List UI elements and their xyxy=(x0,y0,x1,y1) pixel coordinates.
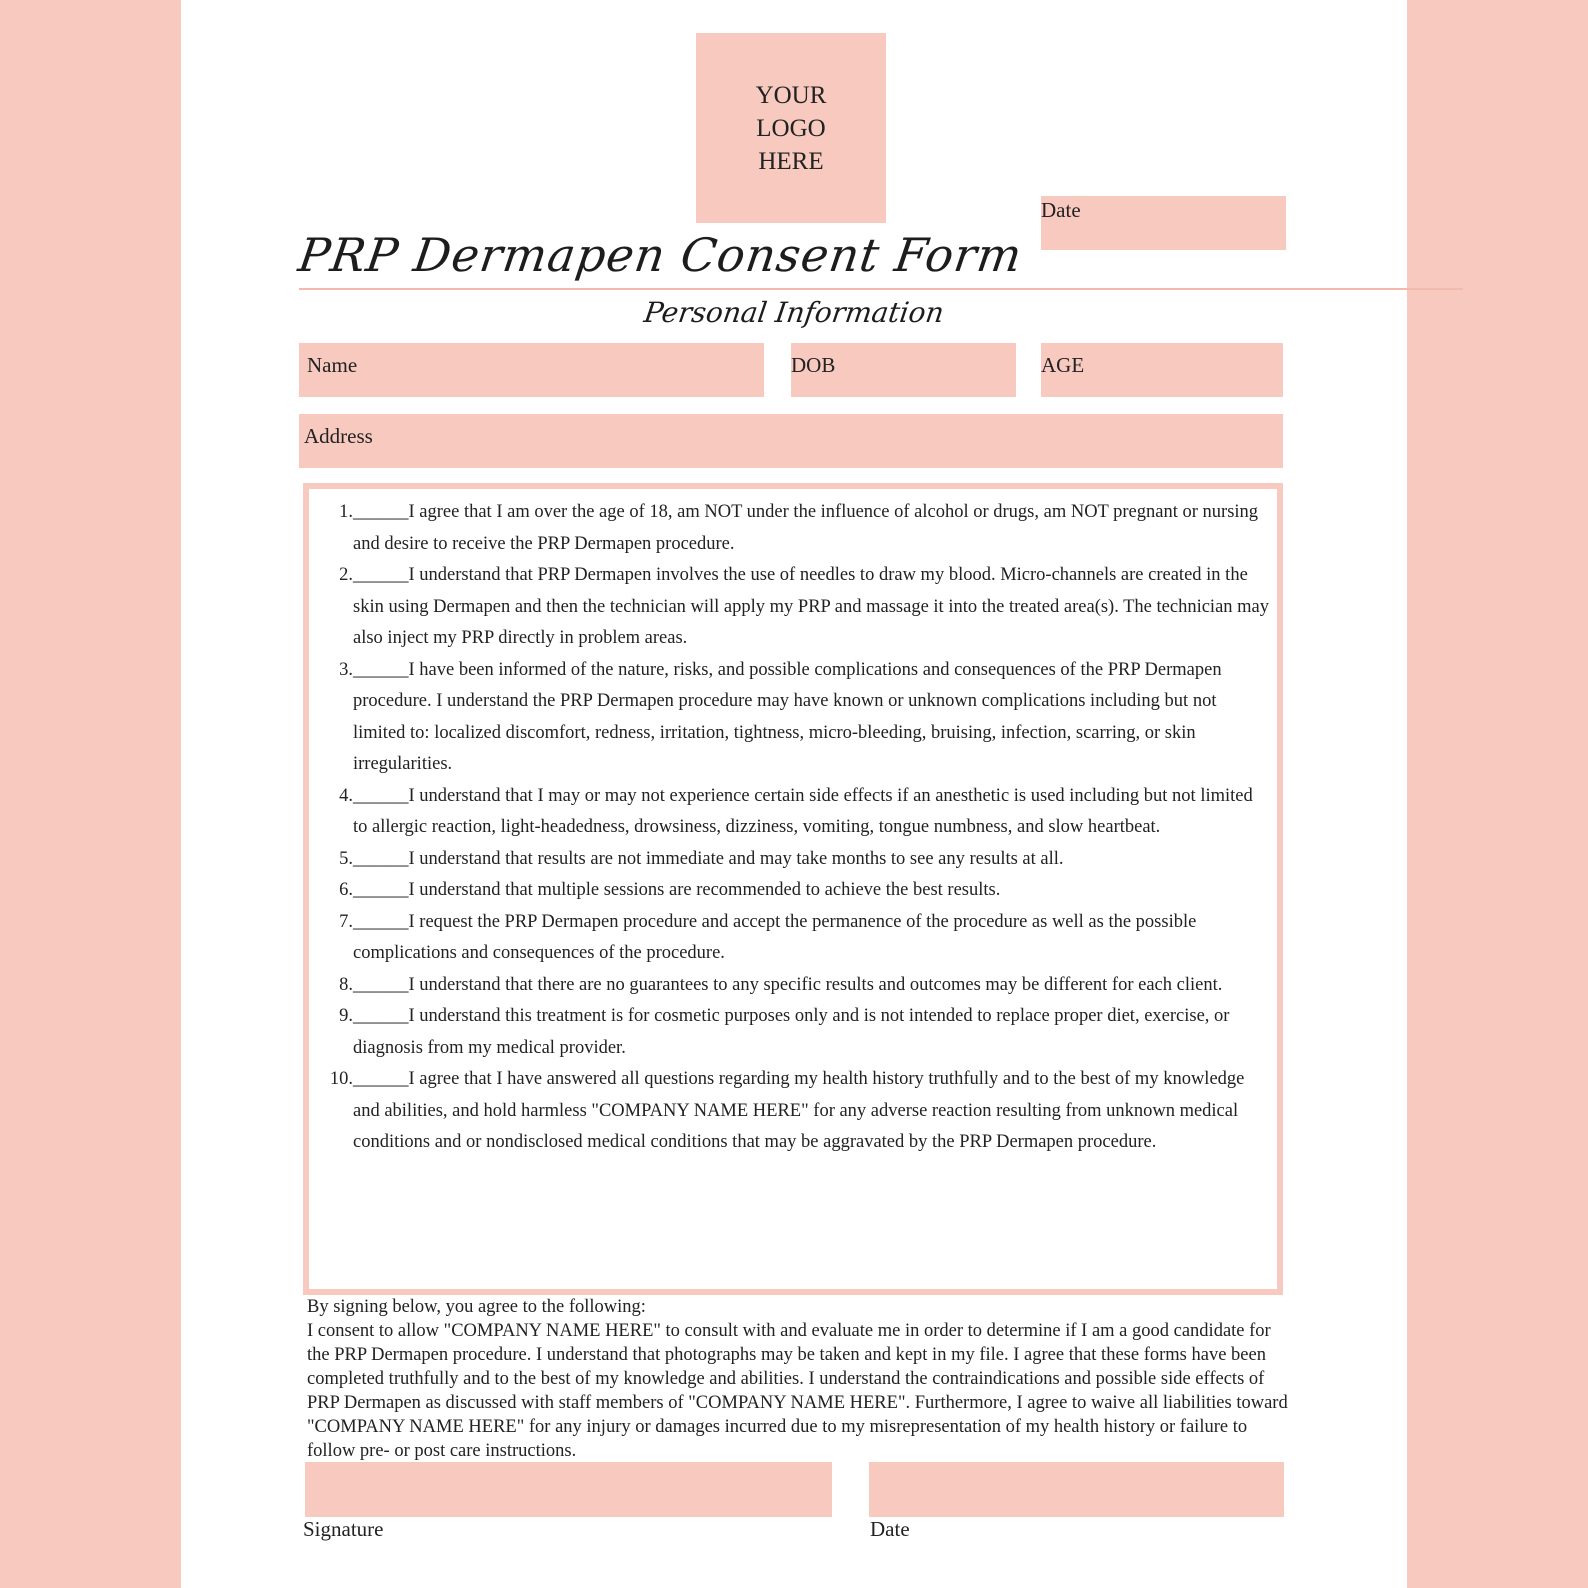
logo-placeholder xyxy=(696,33,886,223)
age-field[interactable] xyxy=(1041,343,1283,397)
term-number: 10. xyxy=(329,1069,353,1089)
section-title-personal-information: Personal Information xyxy=(641,296,947,329)
dob-field[interactable] xyxy=(791,343,1016,397)
date-field[interactable] xyxy=(1041,196,1286,250)
term-number: 5. xyxy=(339,848,353,869)
term-number: 7. xyxy=(339,911,353,932)
address-field[interactable] xyxy=(299,414,1283,468)
term-number: 8. xyxy=(339,974,353,995)
term-text: ______I understand that there are no guarantees to any specific results and outcomes may be different for each client. xyxy=(353,974,1223,995)
consent-body: I consent to allow "COMPANY NAME HERE" to consult with and evaluate me in order to determine if I am a good candidate for the PRP Dermapen procedure. I understand that photographs may be taken and kept in my file. I agree that these forms have been completed truthfully and to the best of my knowledge and abilities. I understand the contraindications and possible side effects of PRP Dermapen as discussed with staff members of "COMPANY NAME HERE". Furthermore, I agree to waive all liabilities toward "COMPANY NAME HERE" for any injury or damages incurred due to my misrepresentation of my health history or failure to follow pre- or post care instructions. xyxy=(307,1321,1288,1461)
term-text: ______I request the PRP Dermapen procedure and accept the permanence of the procedure as well as the possible complications and consequences of the procedure. xyxy=(353,911,1197,963)
term-text: ______I understand that multiple sessions are recommended to achieve the best results. xyxy=(353,880,1001,900)
dob-label: DOB xyxy=(791,353,836,377)
signature-field[interactable] xyxy=(305,1462,832,1517)
term-text: ______I agree that I have answered all questions regarding my health history truthfully and to the best of my knowledge and abilities, and hold harmless "COMPANY NAME HERE" for any adverse reaction resulting from unknown medical conditions and or nondisclosed medical conditions that may be aggravated by the PRP Dermapen procedure. xyxy=(353,1069,1245,1152)
address-label: Address xyxy=(304,424,373,448)
term-item xyxy=(309,560,1277,655)
term-number: 1. xyxy=(339,502,353,522)
term-item xyxy=(309,1001,1277,1064)
logo-line-2: LOGO xyxy=(756,114,826,142)
terms-box xyxy=(303,483,1283,1295)
form-page xyxy=(181,0,1407,1588)
name-label: Name xyxy=(307,353,358,377)
term-item xyxy=(309,907,1277,970)
date-label: Date xyxy=(1041,198,1081,222)
term-number: 2. xyxy=(339,565,353,585)
term-item xyxy=(309,781,1277,844)
term-number: 3. xyxy=(339,659,353,680)
term-text: ______I have been informed of the nature, risks, and possible complications and consequences of the PRP Dermapen procedure. I understand the PRP Dermapen procedure may have known or unknown complications including but not limited to: localized discomfort, redness, irritation, tightness, micro-bleeding, bruising, infection, scarring, or skin irregularities. xyxy=(353,659,1222,774)
page-title: PRP Dermapen Consent Form xyxy=(295,228,1026,282)
term-text: ______I understand that results are not immediate and may take months to see any results at all. xyxy=(353,848,1064,869)
signature-date-label: Date xyxy=(870,1517,910,1541)
term-item xyxy=(309,844,1277,876)
signature-label: Signature xyxy=(303,1517,384,1541)
term-text: ______I understand that PRP Dermapen involves the use of needles to draw my blood. Micro-channels are created in the skin using Dermapen and then the technician will apply my PRP and massage it into the treated area(s). The technician may also inject my PRP directly in problem areas. xyxy=(353,565,1270,648)
term-item xyxy=(309,875,1277,907)
logo-line-3: HERE xyxy=(758,147,824,175)
term-text: ______I understand that I may or may not experience certain side effects if an anesthetic is used including but not limited to allergic reaction, light-headedness, drowsiness, dizziness, vomiting, tongue numbness, and slow heartbeat. xyxy=(353,785,1253,837)
age-label: AGE xyxy=(1041,353,1085,377)
term-item xyxy=(309,655,1277,781)
term-text: ______I agree that I am over the age of 18, am NOT under the influence of alcohol or drugs, am NOT pregnant or nursing and desire to receive the PRP Dermapen procedure. xyxy=(353,502,1259,554)
signature-date-field[interactable] xyxy=(869,1462,1284,1517)
name-field[interactable] xyxy=(299,343,764,397)
term-item xyxy=(309,497,1277,560)
term-number: 9. xyxy=(339,1006,353,1026)
terms-list xyxy=(309,497,1277,1159)
title-divider xyxy=(299,288,1463,290)
term-number: 4. xyxy=(339,785,353,806)
consent-intro: By signing below, you agree to the following: xyxy=(307,1297,646,1317)
term-number: 6. xyxy=(339,880,353,900)
term-item xyxy=(309,1064,1277,1159)
consent-text xyxy=(307,1295,1292,1463)
logo-line-1: YOUR xyxy=(755,81,827,109)
term-item xyxy=(309,970,1277,1002)
term-text: ______I understand this treatment is for cosmetic purposes only and is not intended to replace proper diet, exercise, or diagnosis from my medical provider. xyxy=(353,1006,1230,1058)
